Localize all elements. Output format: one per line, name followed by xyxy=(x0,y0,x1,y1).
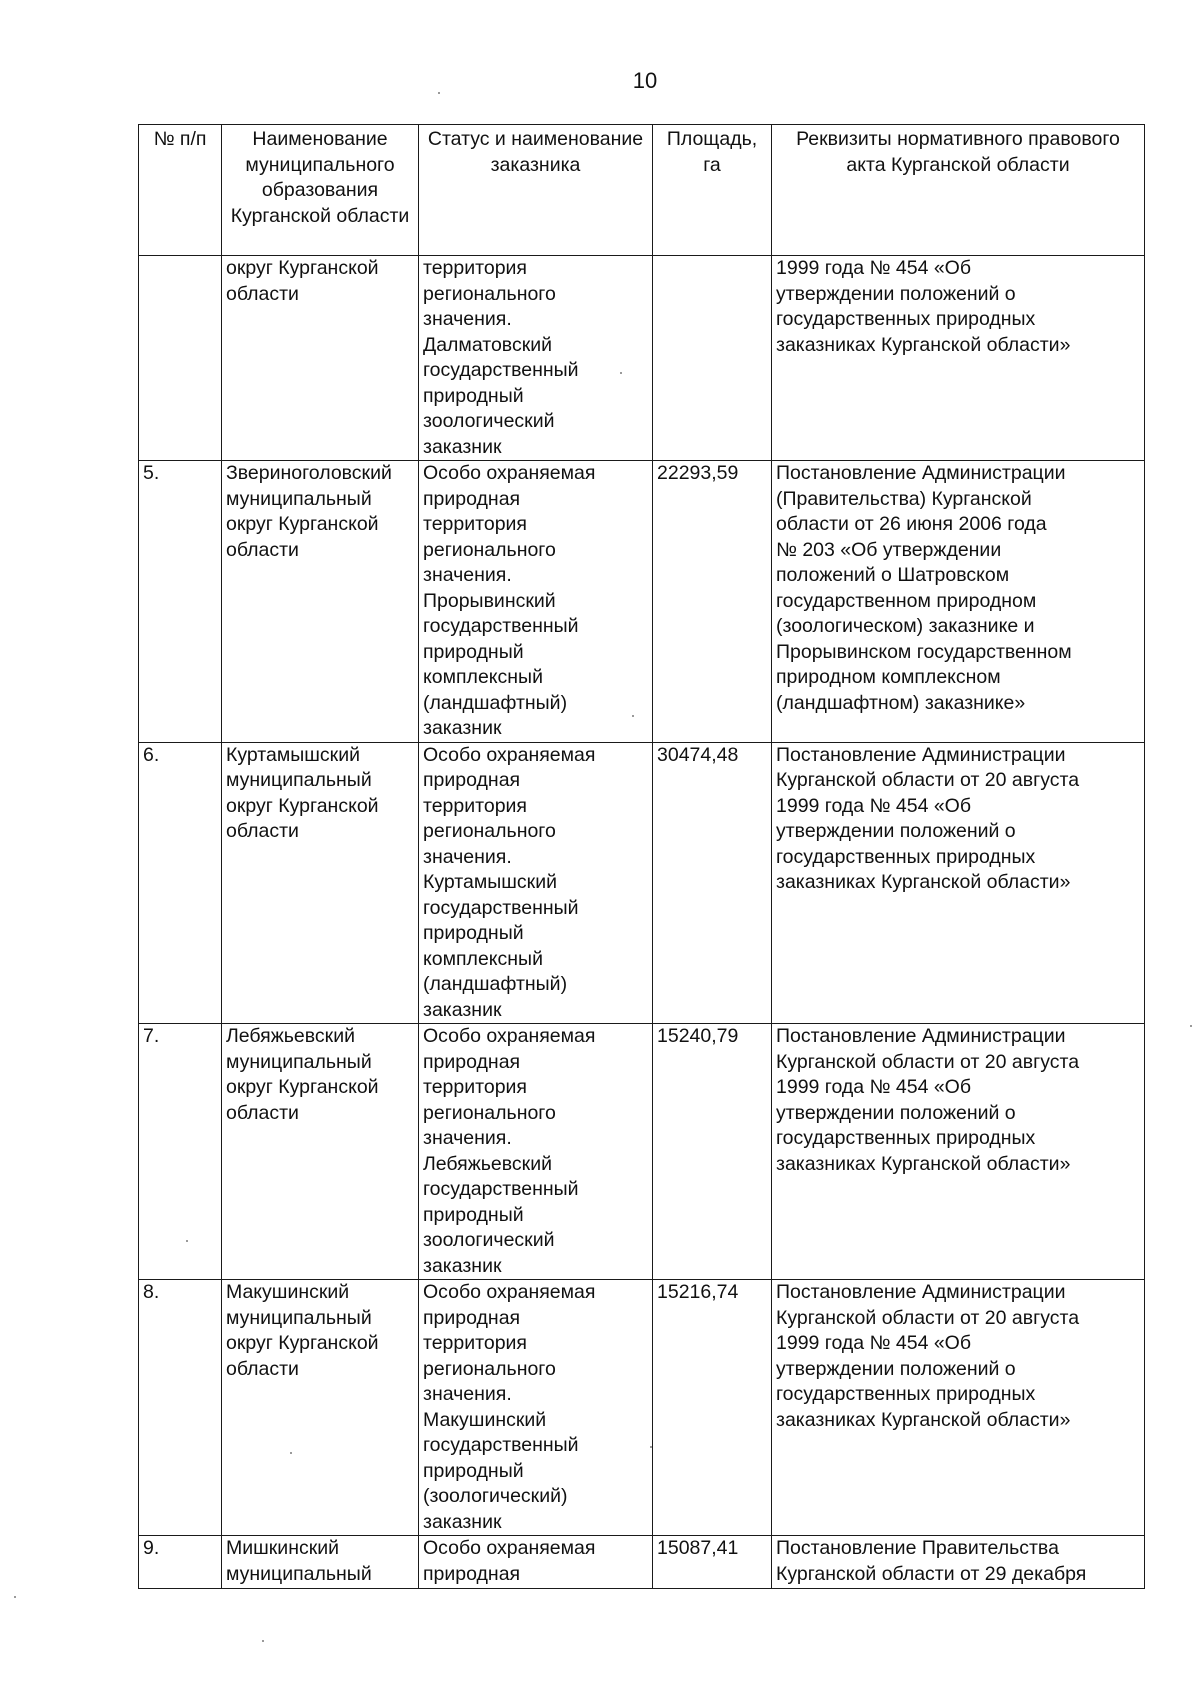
page-number: 10 xyxy=(632,68,658,93)
table-header-row xyxy=(139,125,1145,256)
cell-status: территория регионального значения. Далматовский государственный природный зоологический заказник xyxy=(419,256,653,461)
cell-area xyxy=(653,256,772,461)
cell-area: 15216,74 xyxy=(653,1280,772,1536)
cell-status: Особо охраняемая природная территория регионального значения. Лебяжьевский государственный природный зоологический заказник xyxy=(419,1024,653,1280)
cell-municipality: округ Курганской области xyxy=(222,256,419,461)
table-row xyxy=(139,1024,1145,1280)
cell-legal-act: Постановление Администрации Курганской области от 20 августа 1999 года № 454 «Об утверждении положений о государственных природных заказниках Курганской области» xyxy=(772,1024,1145,1280)
cell-number: 5. xyxy=(139,461,222,743)
cell-status: Особо охраняемая природная xyxy=(419,1536,653,1589)
cell-municipality: Мишкинский муниципальный xyxy=(222,1536,419,1589)
cell-area: 15240,79 xyxy=(653,1024,772,1280)
cell-number: 9. xyxy=(139,1536,222,1589)
header-area: Площадь, га xyxy=(653,125,772,256)
header-status: Статус и наименование заказника xyxy=(419,125,653,256)
header-municipality: Наименование муниципального образования Курганской области xyxy=(222,125,419,256)
cell-legal-act: Постановление Администрации (Правительства) Курганской области от 26 июня 2006 года № 203 «Об утверждении положений о Шатровском государственном природном (зоологическом) заказнике и Прорывинском государственном природном комплексном (ландшафтном) заказнике» xyxy=(772,461,1145,743)
table-row xyxy=(139,461,1145,743)
table-row xyxy=(139,742,1145,1024)
header-number: № п/п xyxy=(139,125,222,256)
cell-number: 7. xyxy=(139,1024,222,1280)
table-row xyxy=(139,1280,1145,1536)
cell-legal-act: Постановление Администрации Курганской области от 20 августа 1999 года № 454 «Об утверждении положений о государственных природных заказниках Курганской области» xyxy=(772,742,1145,1024)
cell-status: Особо охраняемая природная территория регионального значения. Прорывинский государственный природный комплексный (ландшафтный) заказник xyxy=(419,461,653,743)
cell-legal-act: Постановление Правительства Курганской области от 29 декабря xyxy=(772,1536,1145,1589)
table-row xyxy=(139,1536,1145,1589)
cell-number: 6. xyxy=(139,742,222,1024)
cell-municipality: Куртамышский муниципальный округ Курганской области xyxy=(222,742,419,1024)
cell-status: Особо охраняемая природная территория регионального значения. Макушинский государственный природный (зоологический) заказник xyxy=(419,1280,653,1536)
cell-legal-act: 1999 года № 454 «Об утверждении положений о государственных природных заказниках Курганской области» xyxy=(772,256,1145,461)
header-legal-act: Реквизиты нормативного правового акта Курганской области xyxy=(772,125,1145,256)
table-row xyxy=(139,256,1145,461)
cell-status: Особо охраняемая природная территория регионального значения. Куртамышский государственный природный комплексный (ландшафтный) заказник xyxy=(419,742,653,1024)
nature-reserves-table xyxy=(138,124,1145,1589)
cell-municipality: Лебяжьевский муниципальный округ Курганской области xyxy=(222,1024,419,1280)
cell-number: 8. xyxy=(139,1280,222,1536)
cell-area: 15087,41 xyxy=(653,1536,772,1589)
cell-area: 30474,48 xyxy=(653,742,772,1024)
cell-legal-act: Постановление Администрации Курганской области от 20 августа 1999 года № 454 «Об утверждении положений о государственных природных заказниках Курганской области» xyxy=(772,1280,1145,1536)
cell-municipality: Макушинский муниципальный округ Курганской области xyxy=(222,1280,419,1536)
cell-number xyxy=(139,256,222,461)
cell-municipality: Звериноголовский муниципальный округ Курганской области xyxy=(222,461,419,743)
cell-area: 22293,59 xyxy=(653,461,772,743)
